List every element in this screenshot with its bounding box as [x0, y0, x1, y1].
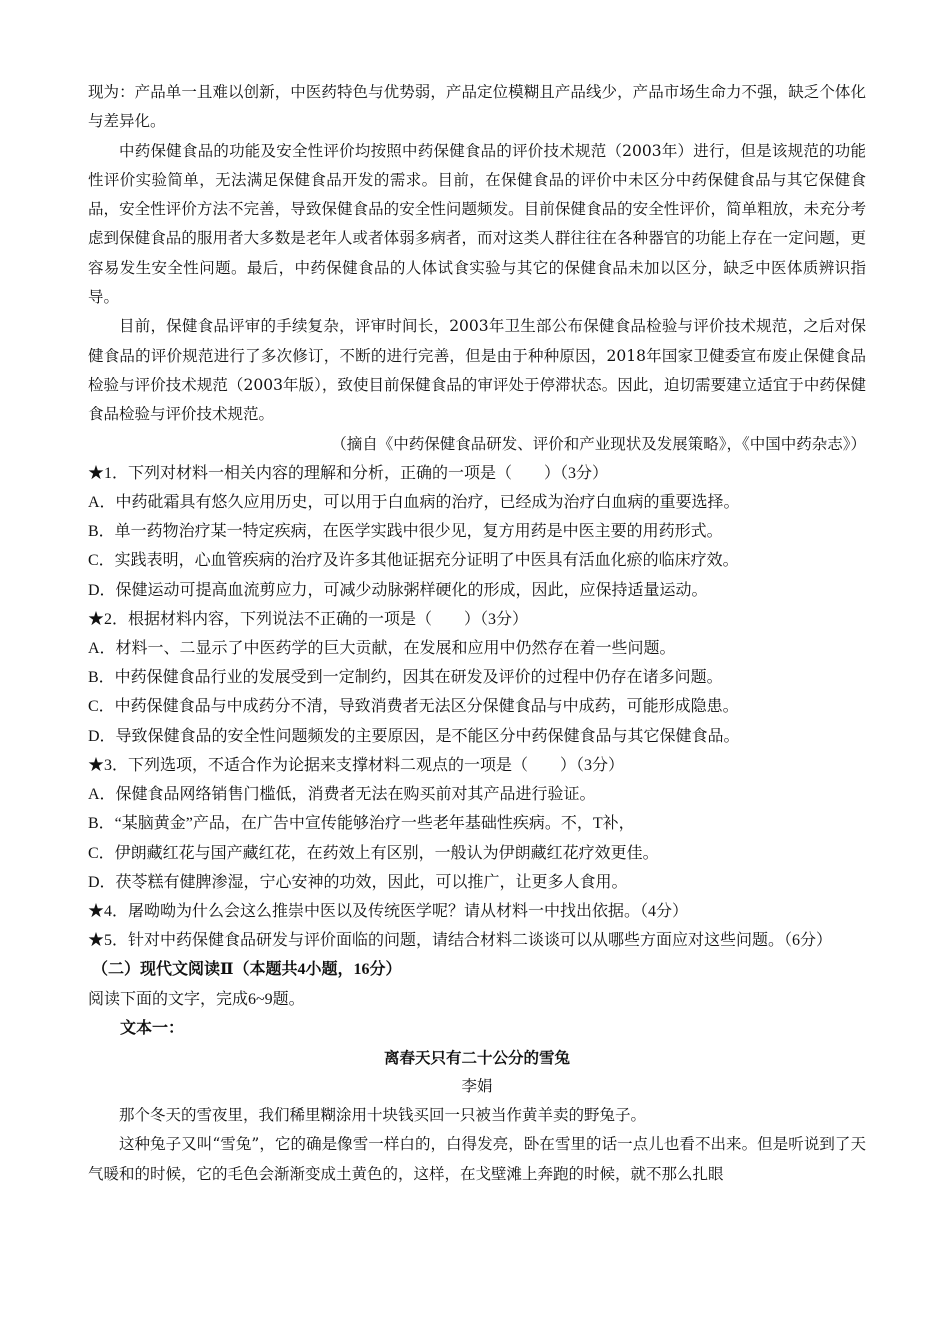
question-1-option-b: B．单一药物治疗某一特定疾病，在医学实践中很少见，复方用药是中医主要的用药形式。: [88, 523, 723, 541]
section-two-instruction: 阅读下面的文字，完成6~9题。: [88, 990, 305, 1008]
story-paragraph-1: 那个冬天的雪夜里，我们稀里糊涂用十块钱买回一只被当作黄羊卖的野兔子。: [119, 1105, 647, 1124]
story-paragraph-2: 这种兔子又叫“雪兔”，它的确是像雪一样白的，白得发亮，卧在雪里的话一点儿也看不出来。但是听说到了天气暖和的时候，它的毛色会渐渐变成土黄色的，这样，在戈壁滩上奔跑的时候，就不那么扎眼: [88, 1135, 866, 1183]
question-3-option-c: C．伊朗藏红花与国产藏红花，在药效上有区别，一般认为伊朗藏红花疗效更佳。: [88, 844, 659, 862]
question-5: ★5．针对中药保健食品研发与评价面临的问题，请结合材料二谈谈可以从哪些方面应对这些问题。（6分）: [88, 932, 833, 950]
question-1: [88, 459, 866, 605]
question-1-option-c: C．实践表明，心血管疾病的治疗及许多其他证据充分证明了中医具有活血化瘀的临床疗效。: [88, 552, 739, 570]
question-2-stem: ★2．根据材料内容，下列说法不正确的一项是（ ）（3分）: [88, 610, 529, 628]
question-2: [88, 605, 866, 751]
question-2-option-a: A．材料一、二显示了中医药学的巨大贡献，在发展和应用中仍然存在着一些问题。: [88, 640, 676, 658]
material-two-source: （摘自《中药保健食品研发、评价和产业现状及发展策略》，《中国中药杂志》）: [331, 434, 866, 453]
question-4: ★4．屠呦呦为什么会这么推崇中医以及传统医学呢？请从材料一中找出依据。（4分）: [88, 902, 689, 920]
question-1-option-a: A．中药砒霜具有悠久应用历史，可以用于白血病的治疗，已经成为治疗白血病的重要选择。: [88, 494, 740, 512]
material-two-paragraph-3: 目前，保健食品评审的手续复杂，评审时间长，2003年卫生部公布保健食品检验与评价技术规范，之后对保健食品的评价规范进行了多次修订，不断的进行完善，但是由于种种原因，2018年国家卫健委宣布废止保健食品检验与评价技术规范（2003年版），致使目前保健食品的审评处于停滞状态。因此，迫切需要建立适宜于中药保健食品检验与评价技术规范。: [88, 317, 866, 424]
question-1-stem: ★1．下列对材料一相关内容的理解和分析，正确的一项是（ ）（3分）: [88, 464, 609, 482]
question-2-option-b: B．中药保健食品行业的发展受到一定制约，因其在研发及评价的过程中仍存在诸多问题。: [88, 669, 723, 687]
question-1-option-d: D．保健运动可提高血流剪应力，可减少动脉粥样硬化的形成，因此，应保持适量运动。: [88, 581, 708, 599]
story-author: 李娟: [461, 1076, 493, 1095]
section-two-title: （二）现代文阅读Ⅱ（本题共4小题，16分）: [92, 961, 402, 979]
material-two-paragraph-1: 现为：产品单一且难以创新，中医药特色与优势弱，产品定位模糊且产品线少，产品市场生命力不强，缺乏个体化与差异化。: [88, 83, 866, 131]
exam-page: [88, 78, 866, 1189]
question-3: [88, 751, 866, 897]
question-3-option-b: B．“某脑黄金”产品，在广告中宣传能够治疗一些老年基础性疾病。不，T补，: [88, 815, 635, 833]
question-3-option-d: D．茯苓糕有健脾渗湿，宁心安神的功效，因此，可以推广，让更多人食用。: [88, 873, 628, 891]
text-one-label: 文本一：: [120, 1019, 185, 1037]
question-3-stem: ★3．下列选项，不适合作为论据来支撑材料二观点的一项是（ ）（3分）: [88, 756, 625, 774]
material-two-paragraph-2: 中药保健食品的功能及安全性评价均按照中药保健食品的评价技术规范（2003年）进行，但是该规范的功能性评价实验简单，无法满足保健食品开发的需求。目前，在保健食品的评价中未区分中药保健食品与其它保健食品，安全性评价方法不完善，导致保健食品的安全性问题频发。目前保健食品的安全性评价，简单粗放，未充分考虑到保健食品的服用者大多数是老年人或者体弱多病者，而对这类人群往往在各种器官的功能上存在一定问题，更容易发生安全性问题。最后，中药保健食品的人体试食实验与其它的保健食品未加以区分，缺乏中医体质辨识指导。: [88, 141, 866, 307]
question-2-option-c: C．中药保健食品与中成药分不清，导致消费者无法区分保健食品与中成药，可能形成隐患。: [88, 698, 739, 716]
question-3-option-a: A．保健食品网络销售门槛低，消费者无法在购买前对其产品进行验证。: [88, 786, 596, 804]
story-title: 离春天只有二十公分的雪兔: [383, 1047, 570, 1067]
question-2-option-d: D．导致保健食品的安全性问题频发的主要原因，是不能区分中药保健食品与其它保健食品。: [88, 727, 740, 745]
